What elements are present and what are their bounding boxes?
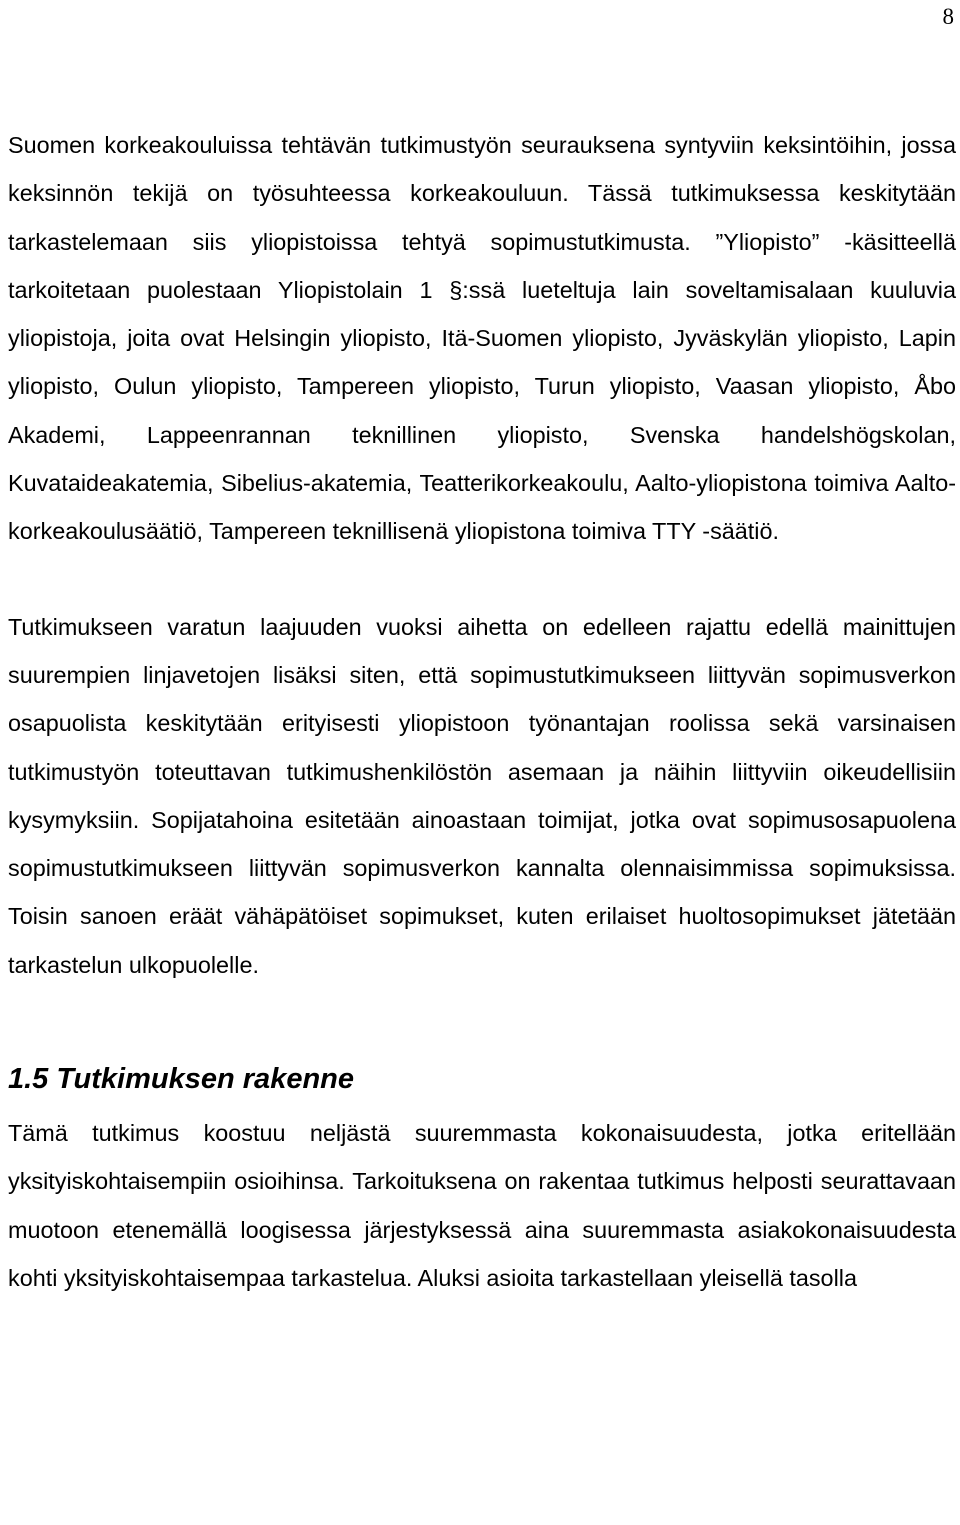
paragraph-structure: Tämä tutkimus koostuu neljästä suuremmasta kokonaisuudesta, jotka eritellään yksityiskohtaisempiin osioihinsa. Tarkoituksena on rakentaa tutkimus helposti seurattavaan muotoon etenemällä loogisessa järjestyksessä aina suuremmasta asiakokonaisuudesta kohti yksityiskohtaisempaa tarkastelua. Aluksi asioita tarkastellaan yleisellä tasolla [8,1120,956,1291]
paragraph-limitations: Tutkimukseen varatun laajuuden vuoksi aihetta on edelleen rajattu edellä mainittujen suurempien linjavetojen lisäksi siten, että sopimustutkimukseen liittyvän sopimusverkon osapuolista keskitytään erityisesti yliopistoon työnantajan roolissa sekä varsinaisen tutkimustyön toteuttavan tutkimushenkilöstön asemaan ja näihin liittyviin oikeudellisiin kysymyksiin. Sopijatahoina esitetään ainoastaan toimijat, jotka ovat sopimusosapuolena sopimustutkimukseen liittyvän sopimusverkon kannalta olennaisimmissa sopimuksissa. Toisin sanoen eräät vähäpätöiset sopimukset, kuten erilaiset huoltosopimukset jätetään tarkastelun ulkopuolelle. [8,613,956,978]
document-body [8,121,956,1302]
paragraph-scope: Suomen korkeakouluissa tehtävän tutkimustyön seurauksena syntyviin keksintöihin, jossa keksinnön tekijä on työsuhteessa korkeakouluun. Tässä tutkimuksessa keskitytään tarkastelemaan siis yliopistoissa tehtyä sopimustutkimusta. ”Yliopisto” -käsitteellä tarkoitetaan puolestaan Yliopistolain 1 §:ssä lueteltuja lain soveltamisalaan kuuluvia yliopistoja, joita ovat Helsingin yliopisto, Itä-Suomen yliopisto, Jyväskylän yliopisto, Lapin yliopisto, Oulun yliopisto, Tampereen yliopisto, Turun yliopisto, Vaasan yliopisto, Åbo Akademi, Lappeenrannan teknillinen yliopisto, Svenska handelshögskolan, Kuvataideakatemia, Sibelius-akatemia, Teatterikorkeakoulu, Aalto-yliopistona toimiva Aalto-korkeakoulusäätiö, Tampereen teknillisenä yliopistona toimiva TTY -säätiö. [8,132,956,545]
page-number: 8 [942,4,954,29]
section-heading: 1.5 Tutkimuksen rakenne [8,1063,355,1096]
